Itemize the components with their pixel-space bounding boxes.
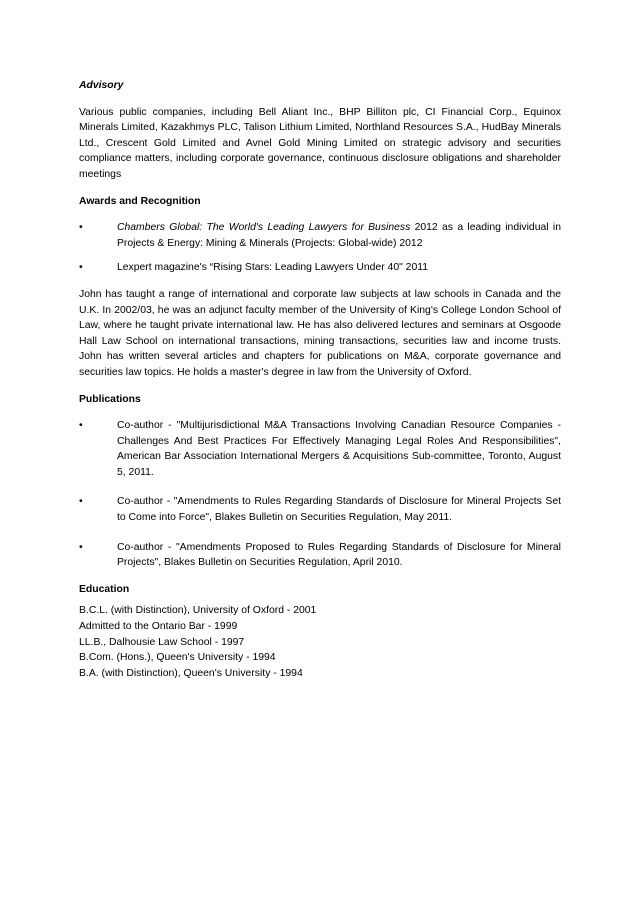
education-line: B.A. (with Distinction), Queen's University - 1994 xyxy=(79,667,303,679)
education-line: Admitted to the Ontario Bar - 1999 xyxy=(79,621,238,633)
award-text: Lexpert magazine's “Rising Stars: Leading Lawyers Under 40" 2011 xyxy=(117,262,429,274)
bio-text: John has taught a range of international and corporate law subjects at law schools in Canada and the U.K. In 2002/03, he was an adjunct faculty member of the University of King's College London School of Law, where he taught private international law. He has also delivered lectures and seminars at Osgoode Hall Law School on international transactions, mining transactions, securities law and income trusts. John has written several articles and chapters for publications on M&A, corporate governance and securities law topics. He holds a master's degree in law from the University of Oxford. xyxy=(79,288,561,378)
advisory-heading: Advisory xyxy=(79,80,124,91)
education-line: LL.B., Dalhousie Law School - 1997 xyxy=(79,636,245,648)
bullet-icon: • xyxy=(79,541,83,553)
list-item xyxy=(79,418,561,480)
education-heading: Education xyxy=(79,583,130,595)
list-item xyxy=(79,494,561,525)
awards-list xyxy=(79,220,561,276)
advisory-text: Various public companies, including Bell Aliant Inc., BHP Billiton plc, CI Financial Corp., Equinox Minerals Limited, Kazakhmys PLC, Talison Lithium Limited, Northland Resources S.A., HudBay Minerals Ltd., Crescent Gold Limited and Avnel Gold Mining Limited on strategic advisory and securities compliance matters, including corporate governance, continuous disclosure obligations and shareholder meetings xyxy=(79,106,561,180)
bio-section xyxy=(79,287,561,381)
education-line: B.Com. (Hons.), Queen's University - 1994 xyxy=(79,652,276,664)
list-item xyxy=(79,260,561,276)
publications-section xyxy=(79,392,561,571)
publication-text: Co-author - "Amendments to Rules Regarding Standards of Disclosure for Mineral Projects Set to Come into Force", Blakes Bulletin on Securities Regulation, May 2011. xyxy=(117,496,561,524)
bullet-icon: • xyxy=(79,222,83,234)
education-line: B.C.L. (with Distinction), University of Oxford - 2001 xyxy=(79,605,317,617)
publication-text: Co-author - "Amendments Proposed to Rules Regarding Standards of Disclosure for Mineral Projects", Blakes Bulletin on Securities Regulation, April 2010. xyxy=(117,541,561,569)
list-item xyxy=(79,540,561,571)
award-text: 2012 as a leading individual in Projects & Energy: Mining & Minerals (Projects: Global-wide) 2012 xyxy=(117,222,561,249)
education-section xyxy=(79,582,561,682)
advisory-section xyxy=(79,78,561,183)
publications-heading: Publications xyxy=(79,393,141,405)
awards-heading: Awards and Recognition xyxy=(79,195,201,207)
document-page xyxy=(79,78,561,692)
bullet-icon: • xyxy=(79,420,83,432)
publication-text: Co-author - "Multijurisdictional M&A Transactions Involving Canadian Resource Companies - Challenges And Best Practices For Effectively Managing Legal Roles And Responsibilities", American Bar Association International Mergers & Acquisitions Sub-committee, Toronto, August 5, 2011. xyxy=(117,420,561,478)
list-item xyxy=(79,220,561,251)
publications-list xyxy=(79,418,561,571)
bullet-icon: • xyxy=(79,496,83,508)
awards-section xyxy=(79,194,561,276)
bullet-icon: • xyxy=(79,262,83,274)
award-title-italic: Chambers Global: The World's Leading Lawyers for Business xyxy=(117,222,411,234)
